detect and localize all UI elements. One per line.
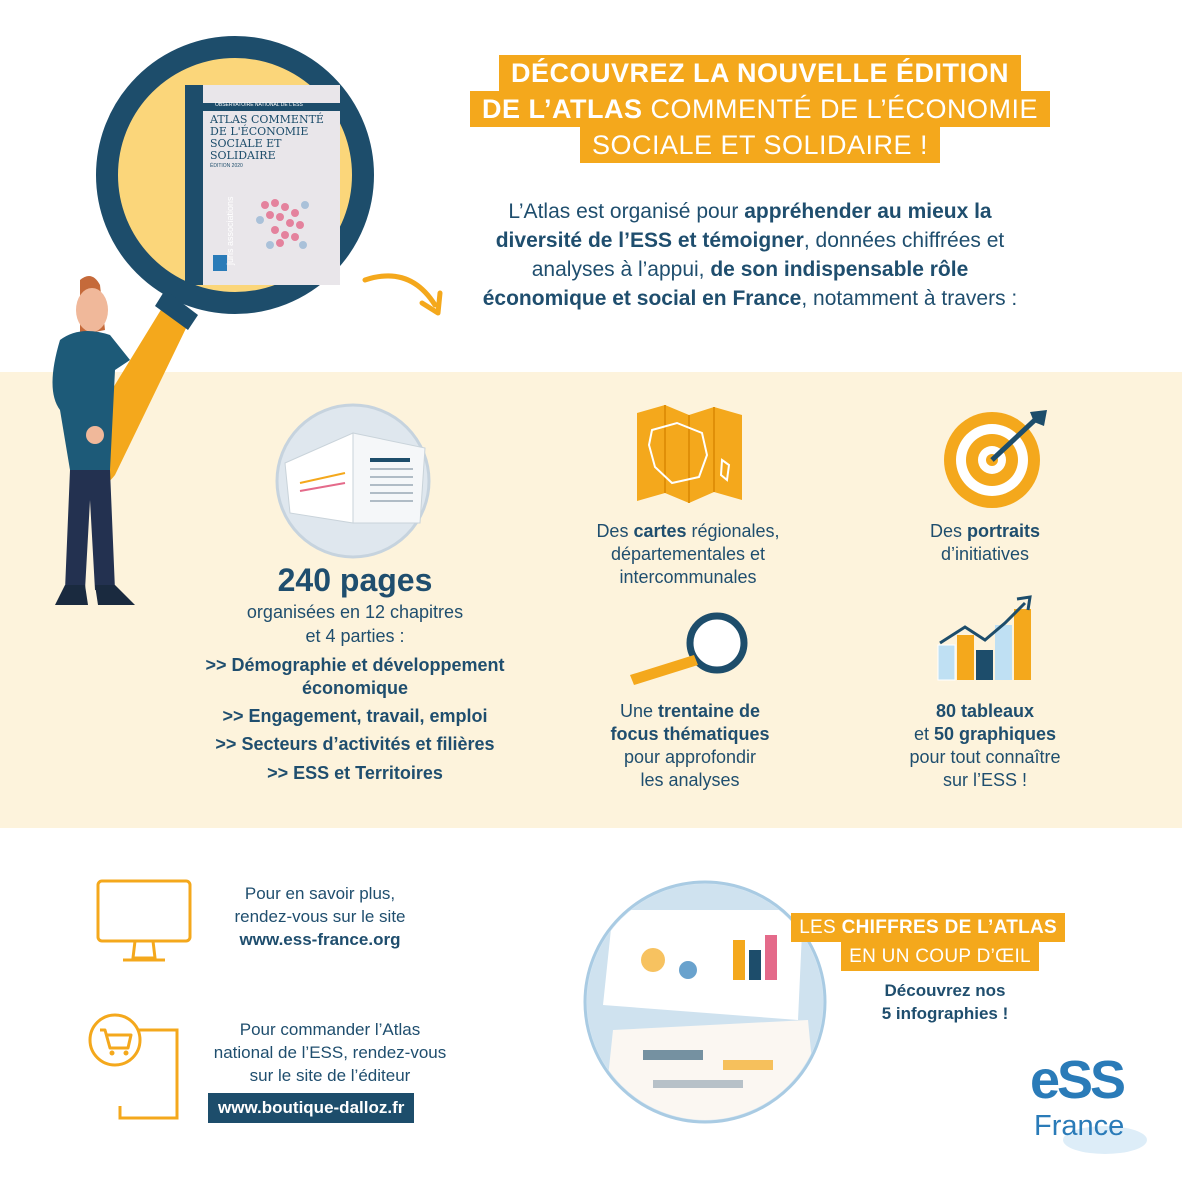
boutique-url-button[interactable]: www.boutique-dalloz.fr: [208, 1093, 414, 1123]
ess-logo-text: eSS: [1030, 1050, 1124, 1110]
part-4: >> ESS et Territoires: [267, 763, 443, 783]
site-url-link[interactable]: www.ess-france.org: [239, 930, 401, 949]
curved-arrow-icon: [360, 265, 450, 325]
folded-map-icon: [637, 405, 742, 505]
badge-line-2: EN UN COUP D’ŒIL: [841, 942, 1039, 971]
part-2: >> Engagement, travail, emploi: [222, 706, 488, 726]
title-line-1: DÉCOUVREZ LA NOUVELLE ÉDITION: [499, 55, 1021, 91]
badge-line-1: LES CHIFFRES DE L’ATLAS: [791, 913, 1065, 942]
page-title: [460, 55, 1060, 163]
site-text: Pour en savoir plus, rendez-vous sur le site www.ess-france.org: [234, 884, 406, 949]
cart-book-icon: [85, 1008, 185, 1123]
infographics-text: Découvrez nos 5 infographies !: [881, 981, 1009, 1023]
tables-text: 80 tableaux et 50 graphiques pour tout connaître sur l’ESS !: [909, 701, 1061, 790]
part-3: >> Secteurs d’activités et filières: [215, 734, 495, 754]
monitor-icon: [95, 878, 193, 968]
woman-trousers: [65, 470, 115, 590]
order-text: Pour commander l’Atlas national de l’ESS, rendez-vous sur le site de l’éditeur: [213, 1020, 447, 1085]
part-1: >> Démographie et développement: [205, 655, 505, 675]
target-icon: [942, 410, 1052, 510]
bar-chart-icon: [935, 595, 1040, 685]
book-cover-series: OBSERVATOIRE NATIONAL DE L'ESS: [215, 102, 303, 108]
open-book-image: [275, 403, 431, 559]
part-1b: économique: [301, 678, 408, 698]
title-line-3: SOCIALE ET SOLIDAIRE !: [580, 127, 940, 163]
intro-paragraph: L’Atlas est organisé pour appréhender au mieux la diversité de l’ESS et témoigner, données chiffrées et analyses à l’appui, de son indispensable rôle économique et social en France, notamment à travers :: [482, 200, 1018, 310]
magnifier-icon: [622, 610, 752, 690]
pages-desc-1: organisées en 12 chapitres: [246, 602, 464, 622]
pages-count: 240 pages: [277, 562, 433, 598]
ess-france-logo: [1030, 1050, 1150, 1155]
title-line-2: DE L’ATLAS COMMENTÉ DE L’ÉCONOMIE: [470, 91, 1050, 127]
book-cover-spine: juris associations: [225, 196, 235, 265]
woman-face: [76, 288, 108, 332]
book-cover-title: ATLAS COMMENTÉ DE L'ÉCONOMIE SOCIALE ET SOLIDAIRE: [210, 113, 324, 162]
portraits-text: Des portraits d’initiatives: [929, 521, 1041, 564]
france-logo-text: France: [1034, 1110, 1125, 1142]
maps-text: Des cartes régionales, départementales et intercommunales: [596, 521, 780, 587]
pages-desc-2: et 4 parties :: [305, 626, 405, 646]
book-cover-edition: ÉDITION 2020: [210, 163, 243, 169]
focus-text: Une trentaine de focus thématiques pour approfondir les analyses: [610, 701, 770, 790]
chiffres-badge: [785, 913, 1065, 971]
